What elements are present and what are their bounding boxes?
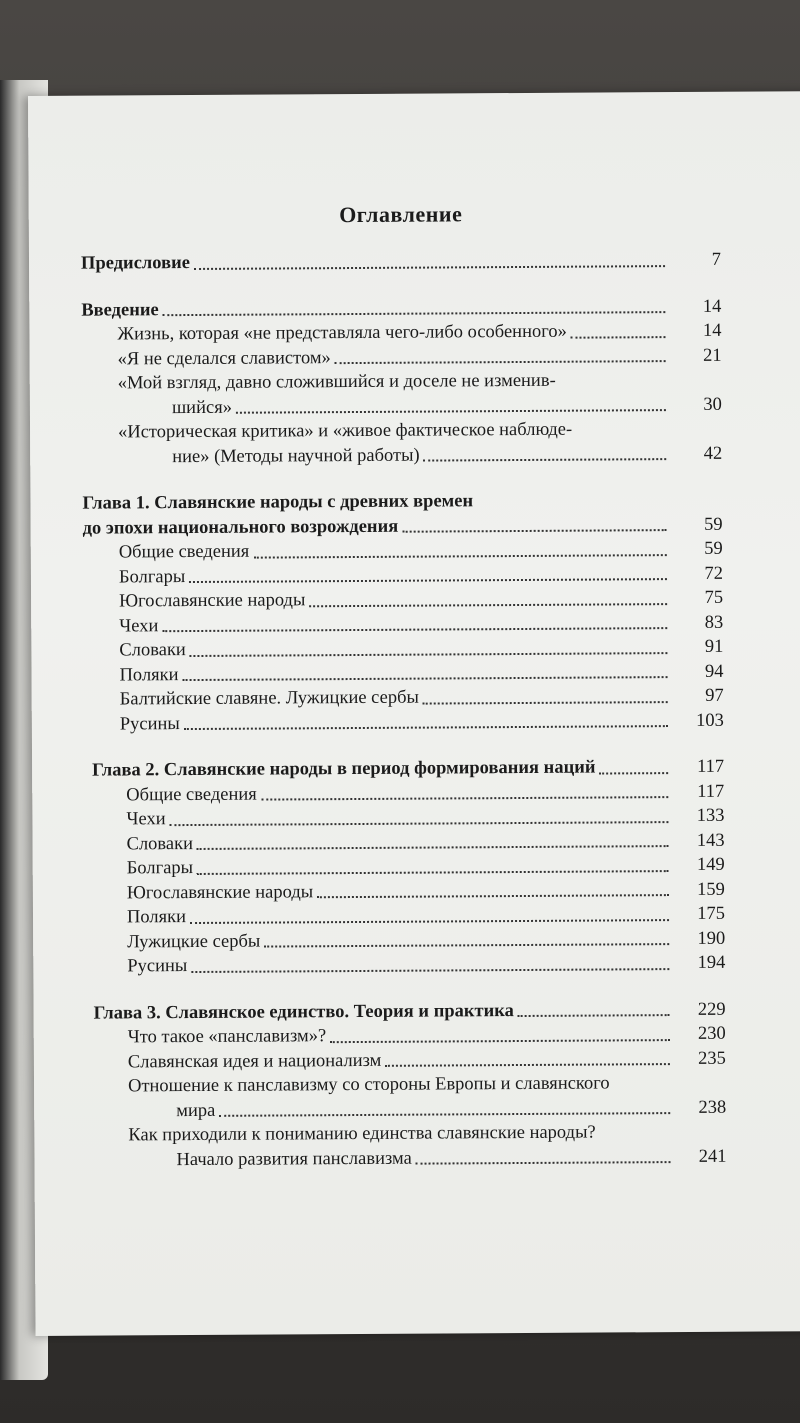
leader-dots [423, 701, 668, 704]
toc-subentry: Славянская идея и национализм 235 [127, 1048, 726, 1072]
leader-dots [330, 1039, 670, 1043]
leader-dots [236, 409, 666, 414]
toc-subentry: Русины 103 [119, 710, 724, 734]
toc-entry-chapter2: Глава 2. Славянские народы в период формирования наций 117 [92, 756, 725, 781]
toc-subentry: «Я не сделался славистом» 21 [117, 345, 722, 369]
leader-dots [194, 265, 665, 270]
toc-subentry: Поляки 175 [126, 903, 726, 928]
leader-dots [600, 772, 669, 774]
toc-subentry: Общие сведения 117 [126, 781, 725, 805]
leader-dots [518, 1014, 670, 1017]
leader-dots [424, 458, 667, 461]
leader-dots [189, 578, 667, 583]
leader-dots [163, 311, 666, 316]
leader-dots [184, 725, 668, 730]
leader-dots [416, 1161, 671, 1165]
toc-subentry: Лужицкие сербы 190 [127, 928, 726, 952]
toc-subentry: Начало развития панславизма 241 [176, 1146, 727, 1170]
leader-dots [309, 603, 667, 607]
leader-dots [162, 627, 667, 632]
leader-dots [190, 652, 668, 657]
leader-dots [317, 894, 669, 898]
toc-subentry: Болгары 149 [126, 854, 725, 879]
leader-dots [385, 1063, 670, 1067]
toc-subentry: Балтийские славяне. Лужицкие сербы 97 [119, 685, 724, 710]
toc-subentry-line1: «Историческая критика» и «живое фактическое наблюде- [117, 419, 573, 443]
toc-subentry-line1: Как приходили к пониманию единства славянские народы? [128, 1122, 596, 1146]
toc-subentry: Словаки 91 [119, 636, 724, 661]
toc-entry-preface: Предисловие 7 [80, 249, 722, 274]
leader-dots [219, 1112, 670, 1117]
leader-dots [253, 554, 667, 559]
toc-entry-chapter3: Глава 3. Славянское единство. Теория и практика 229 [93, 999, 726, 1024]
book-page [28, 91, 800, 1336]
toc-subentry: Болгары 72 [118, 563, 723, 587]
leader-dots [264, 943, 669, 947]
leader-dots [191, 968, 669, 973]
leader-dots [170, 821, 669, 826]
leader-dots [261, 796, 669, 800]
toc-subentry: Общие сведения 59 [118, 538, 723, 563]
toc-subentry: ние» (Методы научной работы) 42 [172, 443, 723, 467]
leader-dots [335, 360, 666, 364]
toc-subentry: Югославянские народы 159 [126, 879, 725, 903]
table-of-contents [81, 200, 727, 1173]
toc-subentry: Поляки 94 [119, 661, 724, 685]
leader-dots [190, 919, 669, 924]
toc-subentry: Русины 194 [127, 952, 726, 977]
toc-chapter1-line1: Глава 1. Славянские народы с древних времен [82, 491, 474, 514]
leader-dots [197, 845, 669, 850]
toc-subentry: мира 238 [176, 1097, 727, 1121]
toc-subentry: Югославянские народы 75 [119, 587, 724, 612]
toc-subentry-line1: Отношение к панславизму со стороны Европы и славянского [127, 1073, 610, 1097]
toc-subentry: шийся» 30 [171, 394, 722, 418]
leader-dots [183, 676, 668, 681]
leader-dots [197, 870, 669, 875]
toc-subentry: Чехи 133 [126, 805, 725, 830]
toc-entry-chapter1: до эпохи национального возрождения 59 [82, 514, 723, 539]
toc-subentry: Чехи 83 [119, 612, 724, 636]
toc-subentry: Жизнь, которая «не представляла чего-либо особенного» 14 [117, 320, 722, 345]
toc-subentry: Словаки 143 [126, 830, 725, 854]
toc-entry-intro: Введение 14 [81, 296, 722, 321]
leader-dots [571, 336, 666, 339]
toc-subentry: Что такое «панславизм»? 230 [127, 1023, 726, 1048]
toc-subentry-line1: «Мой взгляд, давно сложившийся и доселе не изменив- [117, 370, 556, 394]
toc-title: Оглавление [339, 201, 463, 228]
leader-dots [402, 529, 666, 533]
